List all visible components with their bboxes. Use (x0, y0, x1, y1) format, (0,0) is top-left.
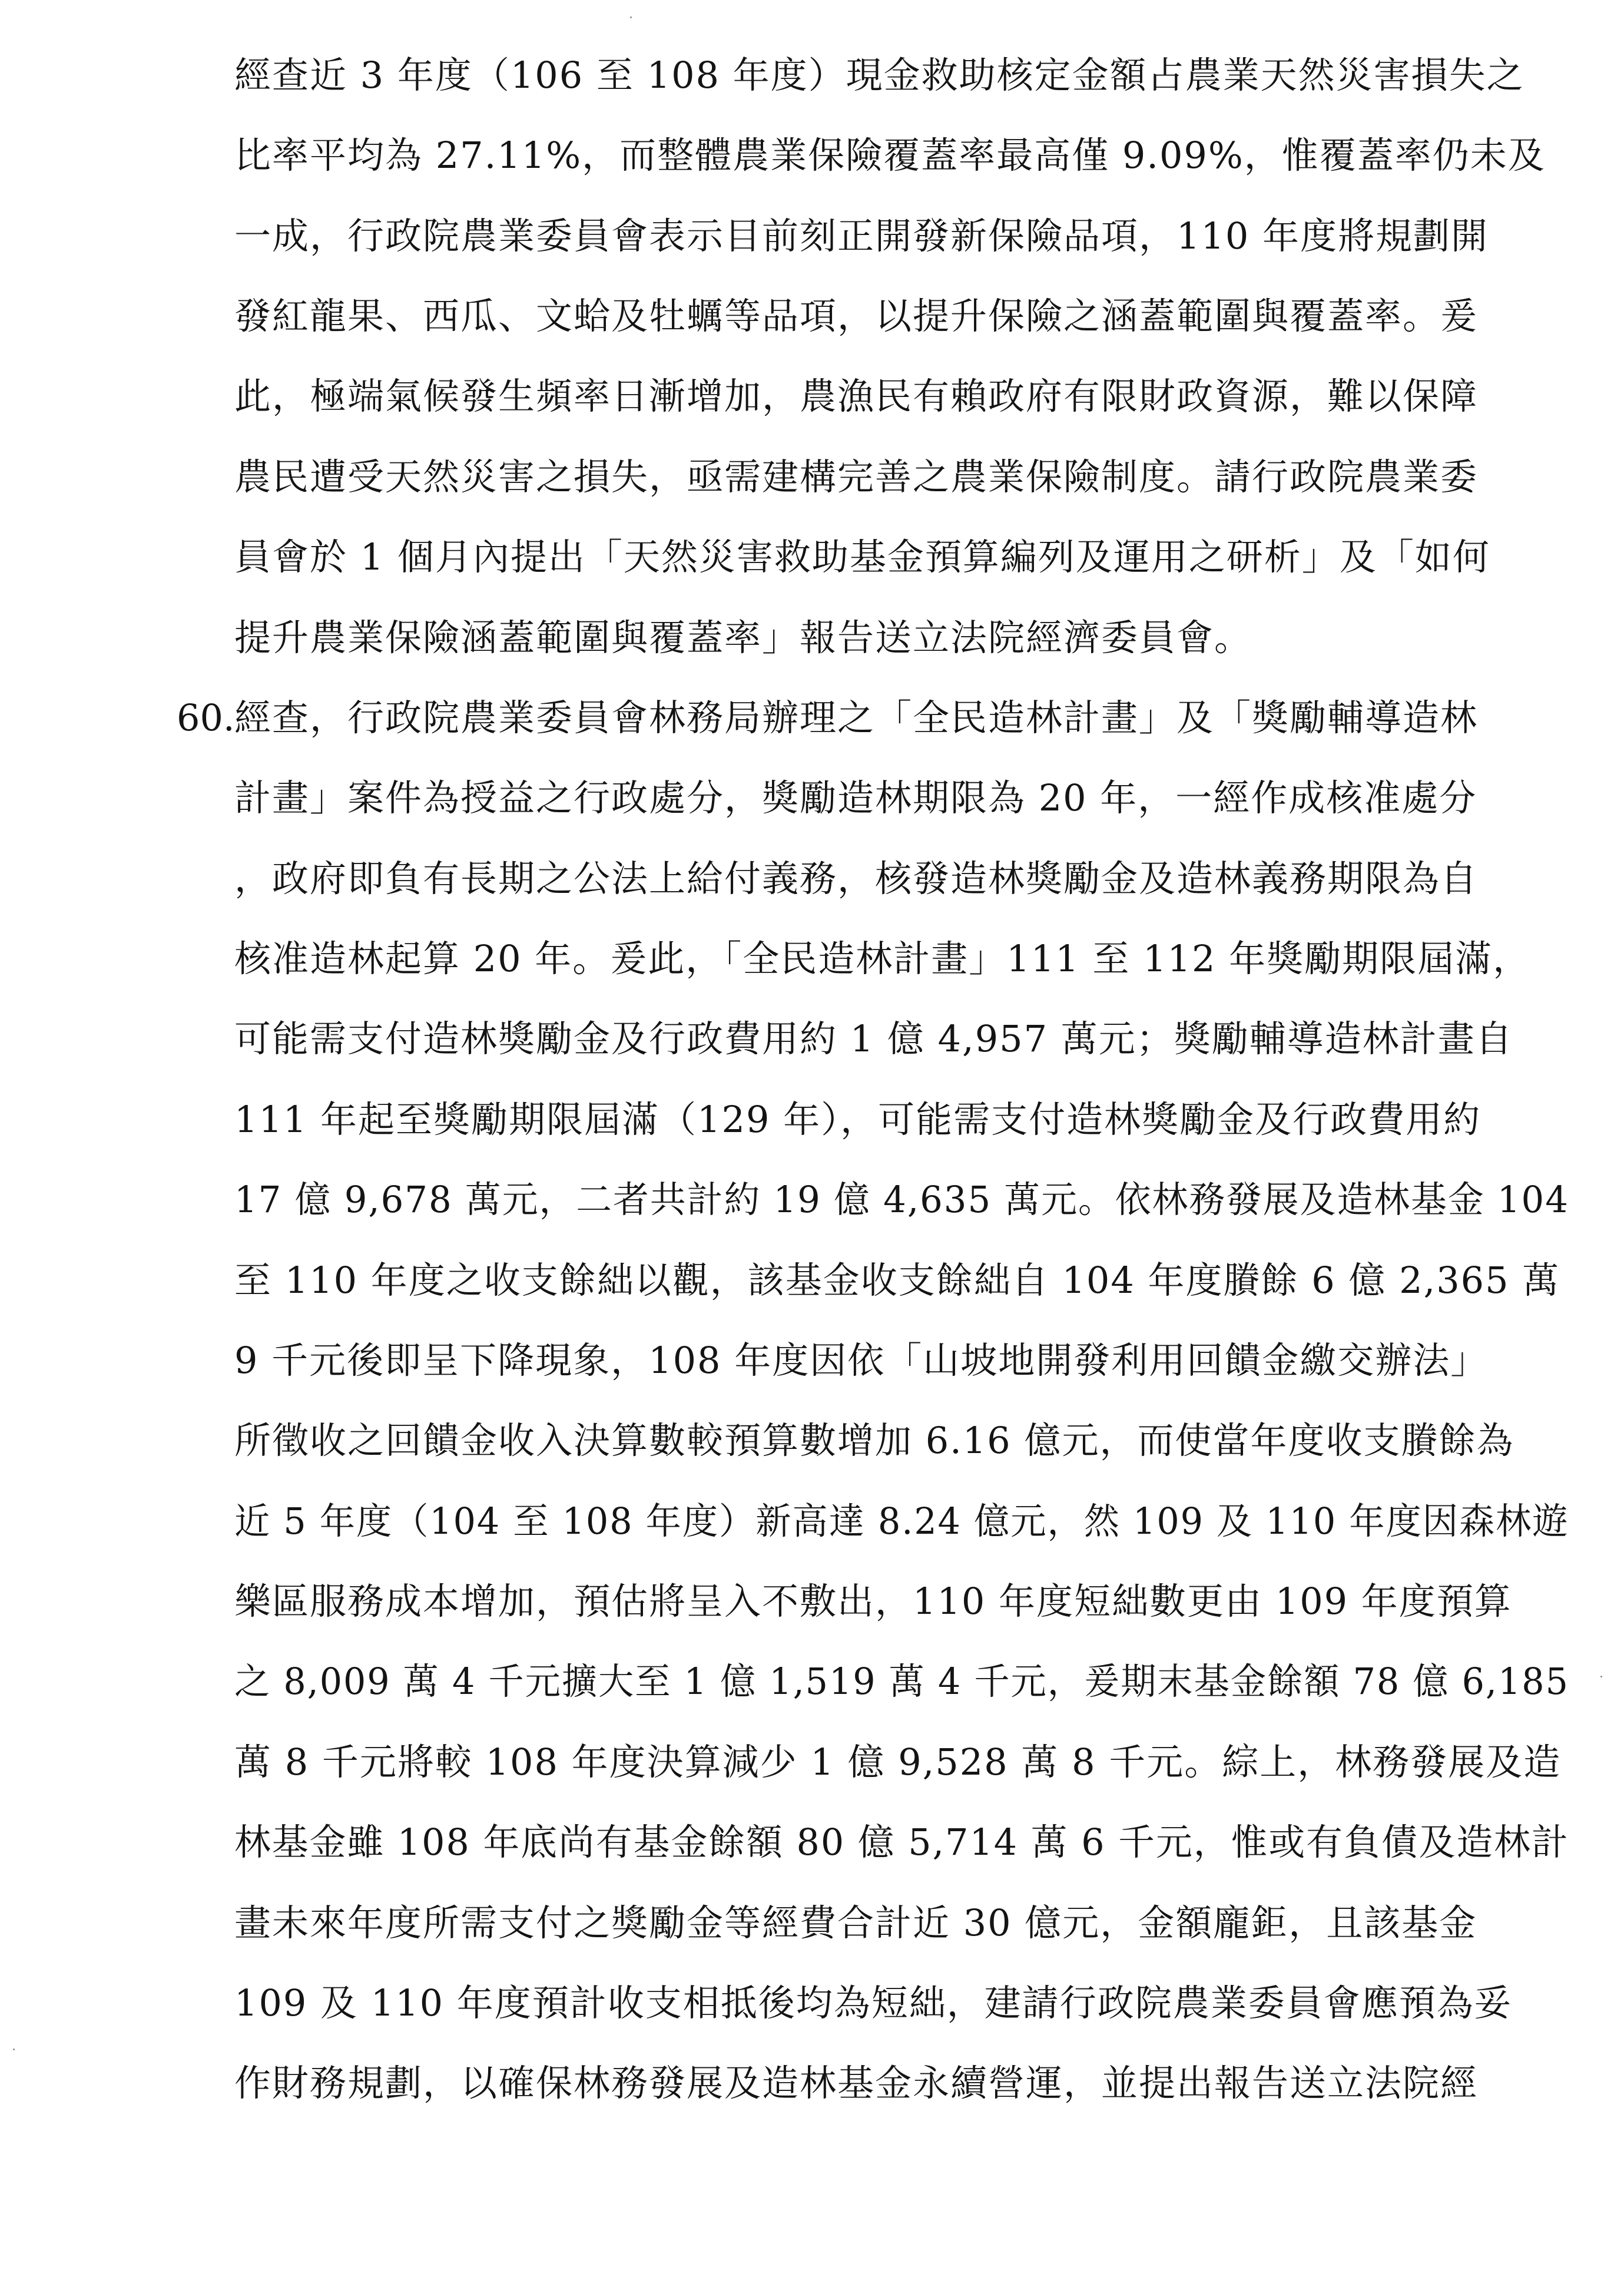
text-line: ，政府即負有長期之公法上給付義務，核發造林獎勵金及造林義務期限為自 (234, 857, 1479, 900)
text-line: 之 8,009 萬 4 千元擴大至 1 億 1,519 萬 4 千元，爰期末基金餘額 78 億 6,185 (234, 1660, 1569, 1703)
text-line: 畫未來年度所需支付之獎勵金等經費合計近 30 億元，金額龐鉅，且該基金 (234, 1901, 1477, 1944)
text-line: 作財務規劃，以確保林務發展及造林基金永續營運，並提出報告送立法院經 (234, 2061, 1479, 2104)
text-line: 109 及 110 年度預計收支相抵後均為短絀，建請行政院農業委員會應預為妥 (234, 1981, 1512, 2024)
text-line: 林基金雖 108 年底尚有基金餘額 80 億 5,714 萬 6 千元，惟或有負債及造林計 (234, 1821, 1569, 1864)
text-line: 可能需支付造林獎勵金及行政費用約 1 億 4,957 萬元；獎勵輔導造林計畫自 (234, 1017, 1513, 1060)
text-line: 經查，行政院農業委員會林務局辦理之「全民造林計畫」及「獎勵輔導造林 (234, 696, 1479, 739)
text-line: 此，極端氣候發生頻率日漸增加，農漁民有賴政府有限財政資源，難以保障 (234, 375, 1479, 418)
text-line: 員會於 1 個月內提出「天然災害救助基金預算編列及運用之研析」及「如何 (234, 535, 1490, 578)
text-line: 計畫」案件為授益之行政處分，獎勵造林期限為 20 年，一經作成核准處分 (234, 776, 1477, 819)
text-line: 經查近 3 年度（106 至 108 年度）現金救助核定金額占農業天然災害損失之 (234, 54, 1524, 97)
scan-speck (13, 2049, 15, 2050)
text-line: 比率平均為 27.11%，而整體農業保險覆蓋率最高僅 9.09%，惟覆蓋率仍未及 (234, 134, 1546, 177)
text-line: 農民遭受天然災害之損失，亟需建構完善之農業保險制度。請行政院農業委 (234, 455, 1479, 498)
text-line: 發紅龍果、西瓜、文蛤及牡蠣等品項，以提升保險之涵蓋範圍與覆蓋率。爰 (234, 294, 1479, 337)
text-line: 9 千元後即呈下降現象，108 年度因依「山坡地開發利用回饋金繳交辦法」 (234, 1339, 1489, 1382)
text-line: 所徵收之回饋金收入決算數較預算數增加 6.16 億元，而使當年度收支賸餘為 (234, 1419, 1514, 1462)
text-line: 111 年起至獎勵期限屆滿（129 年），可能需支付造林獎勵金及行政費用約 (234, 1098, 1482, 1141)
text-line: 近 5 年度（104 至 108 年度）新高達 8.24 億元，然 109 及 110 年度因森林遊 (234, 1500, 1569, 1543)
text-line: 至 110 年度之收支餘絀以觀，該基金收支餘絀自 104 年度賸餘 6 億 2,365 萬 (234, 1259, 1560, 1302)
text-line: 樂區服務成本增加，預估將呈入不敷出，110 年度短絀數更由 109 年度預算 (234, 1580, 1512, 1623)
text-line: 17 億 9,678 萬元，二者共計約 19 億 4,635 萬元。依林務發展及造林基金 104 (234, 1178, 1569, 1221)
item-number: 60. (177, 696, 235, 739)
text-line: 一成，行政院農業委員會表示目前刻正開發新保險品項，110 年度將規劃開 (234, 214, 1489, 257)
text-line: 核准造林起算 20 年。爰此，「全民造林計畫」111 至 112 年獎勵期限屆滿， (234, 937, 1531, 980)
scan-speck (1600, 1676, 1602, 1677)
text-line: 提升農業保險涵蓋範圍與覆蓋率」報告送立法院經濟委員會。 (234, 616, 1252, 659)
scan-speck (630, 16, 632, 18)
text-line: 萬 8 千元將較 108 年度決算減少 1 億 9,528 萬 8 千元。綜上，林務發展及造 (234, 1740, 1562, 1783)
